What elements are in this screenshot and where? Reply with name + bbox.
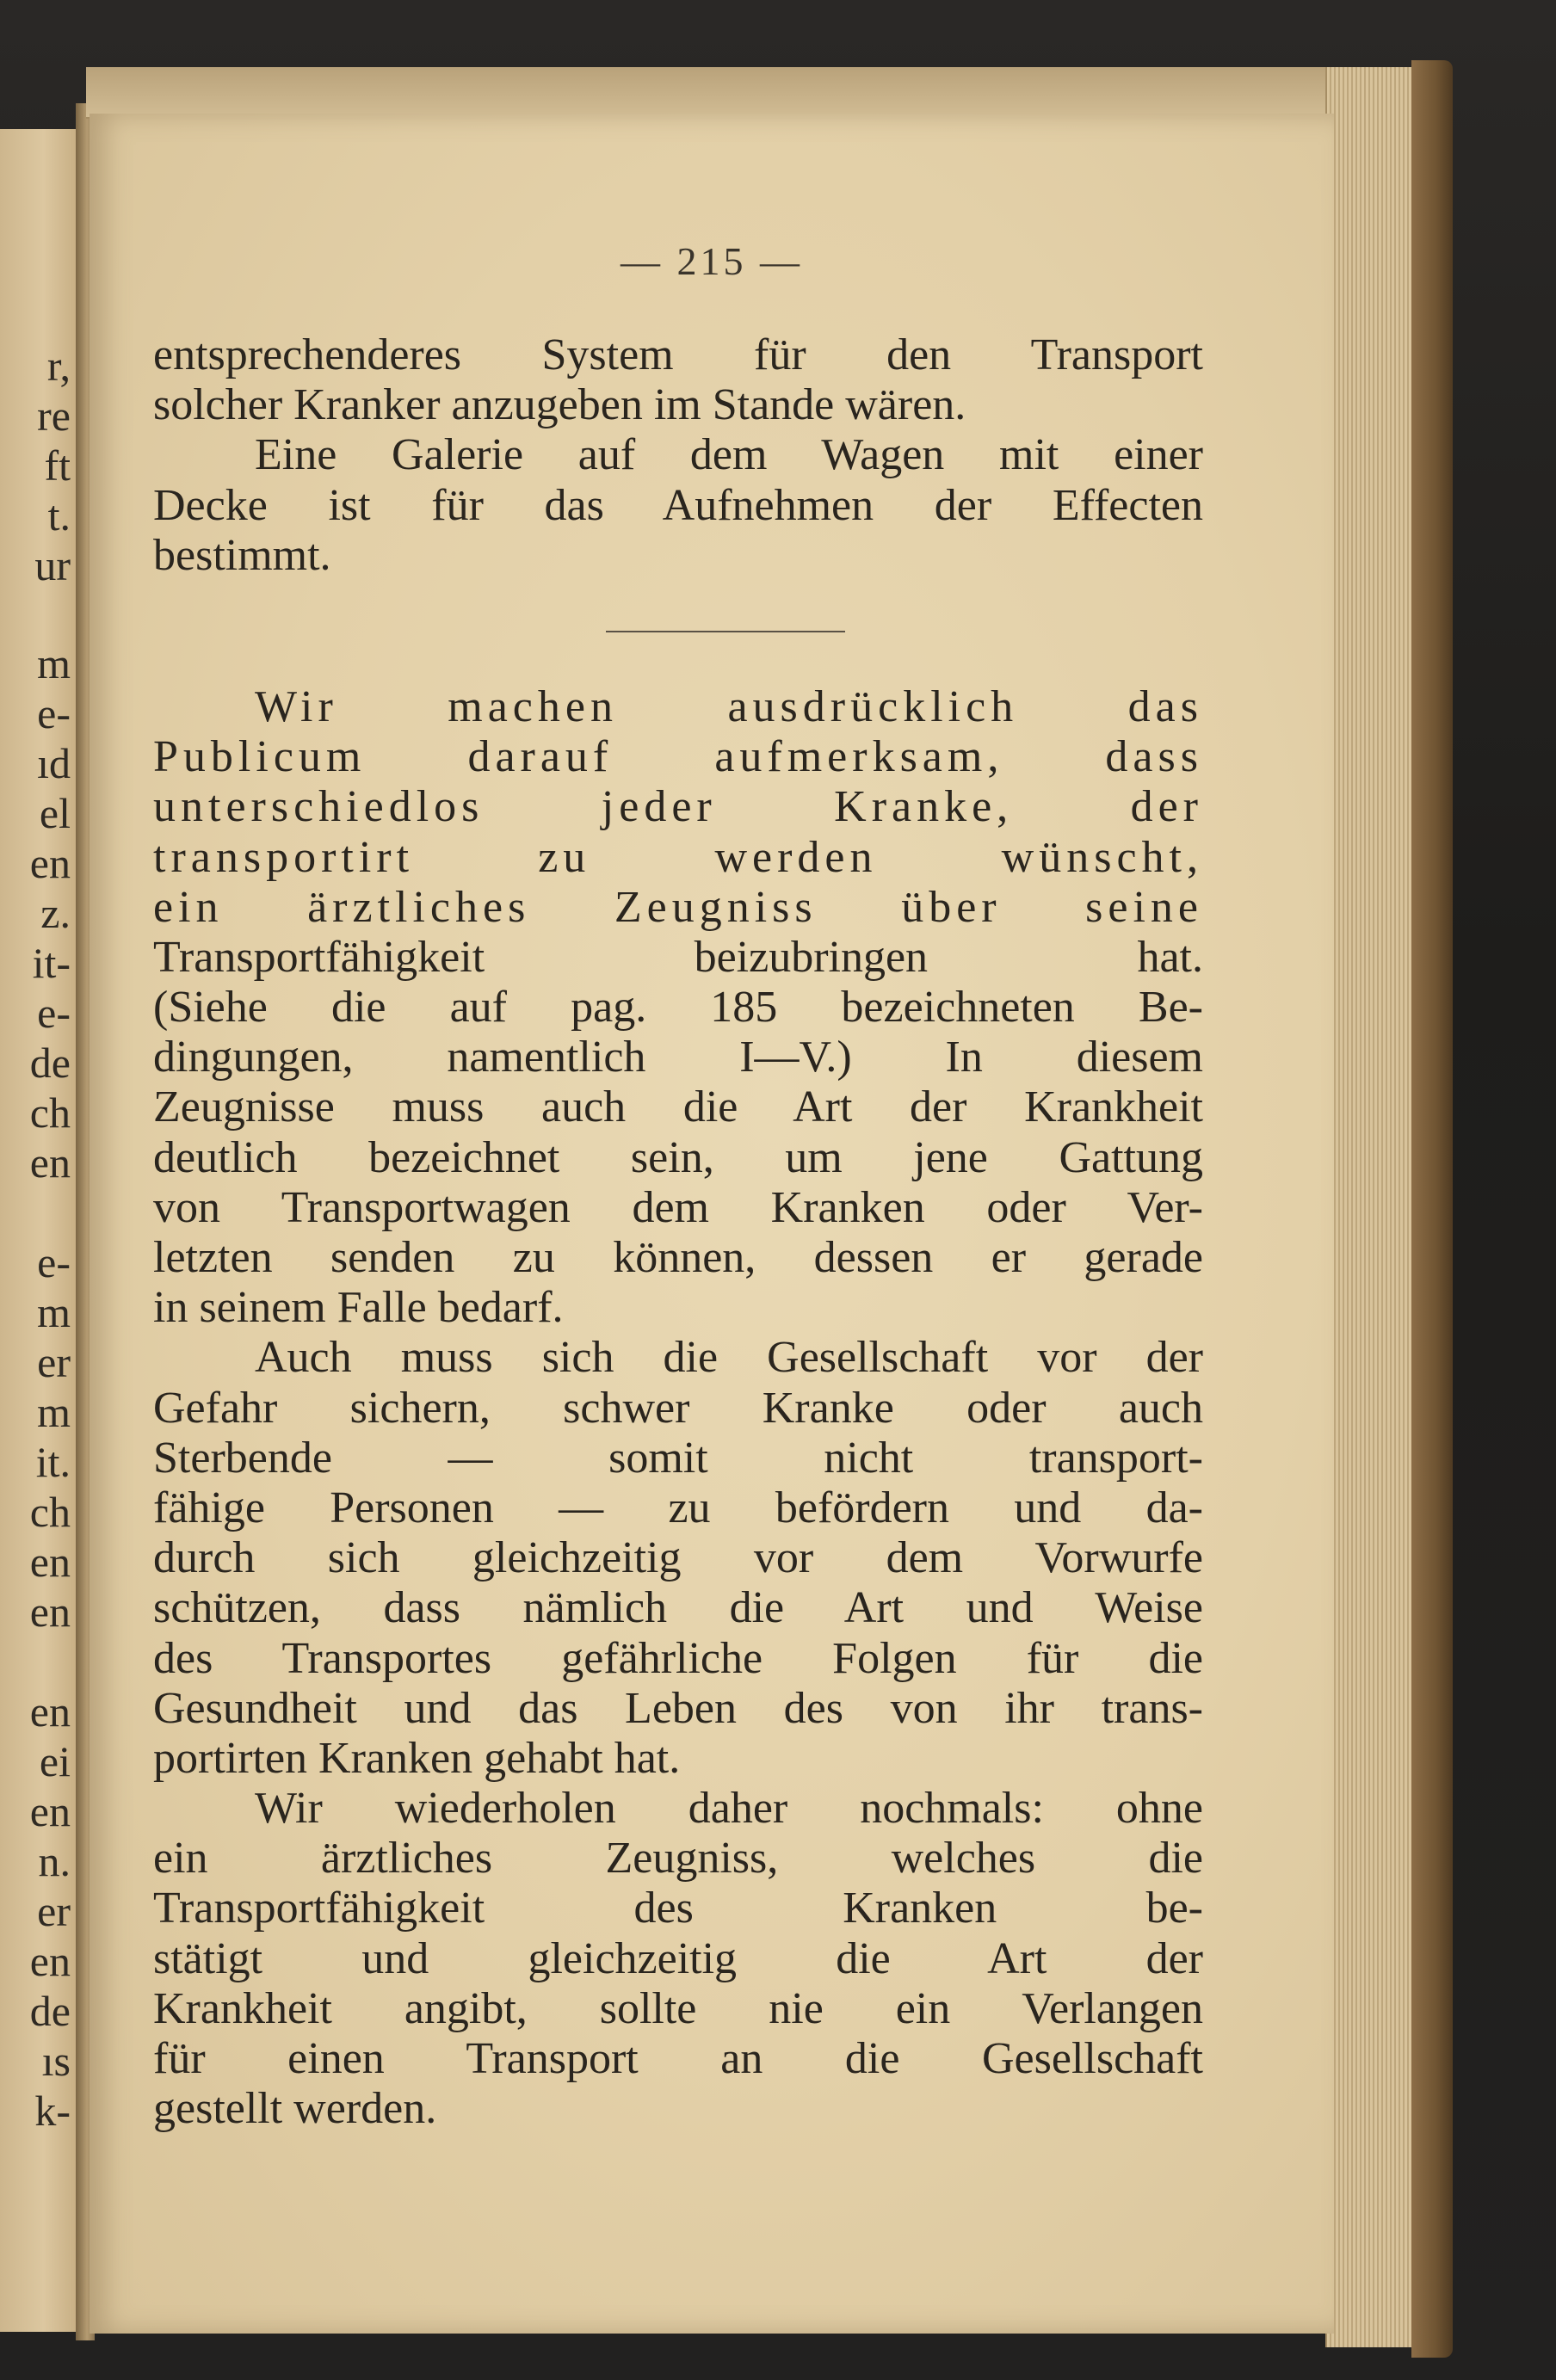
fragment: ıd	[37, 739, 71, 787]
fragment: en	[29, 1937, 71, 1985]
text-line: Wir wiederholen daher nochmals: ohne	[255, 1784, 1203, 1834]
fragment: ei	[39, 1737, 71, 1785]
book-cover-edge	[1411, 60, 1453, 2358]
section-separator	[153, 581, 1203, 682]
text-line: Sterbende — somit nicht transport-	[153, 1433, 1203, 1483]
fragment: ıs	[41, 2037, 71, 2085]
text-line: Decke ist für das Aufnehmen der Effecten	[153, 480, 1203, 530]
fragment: ur	[34, 541, 71, 589]
text-line: Auch muss sich die Gesellschaft vor der	[255, 1333, 1203, 1383]
text-line: Transportfähigkeit des Kranken be-	[153, 1884, 1203, 1933]
fragment: en	[29, 1787, 71, 1835]
text-line: entsprechenderes System für den Transport	[153, 330, 1203, 379]
fragment: en	[29, 1588, 71, 1636]
fragment: e-	[37, 1238, 71, 1286]
text-line: für einen Transport an die Gesellschaft	[153, 2034, 1203, 2083]
text-line: von Transportwagen dem Kranken oder Ver-	[153, 1182, 1203, 1232]
text-line: transportirt zu werden wünscht,	[153, 832, 1203, 882]
page-top-edge	[86, 67, 1420, 119]
text-line: letzten senden zu können, dessen er gerade	[153, 1233, 1203, 1282]
fragment: it-	[32, 939, 71, 987]
separator-rule	[606, 631, 845, 632]
text-line: durch sich gleichzeitig vor dem Vorwurfe	[153, 1533, 1203, 1583]
text-line: fähige Personen — zu befördern und da-	[153, 1483, 1203, 1532]
fragment: en	[29, 1687, 71, 1736]
text-line: Gesundheit und das Leben des von ihr trans-	[153, 1683, 1203, 1733]
text-line: Gefahr sichern, schwer Kranke oder auch	[153, 1383, 1203, 1433]
paragraph-1	[153, 330, 1203, 430]
fragment: r,	[46, 342, 71, 390]
text-line: in seinem Falle bedarf.	[153, 1283, 564, 1333]
fragment: z.	[40, 889, 71, 937]
fragment: ch	[29, 1088, 71, 1137]
fragment: m	[37, 1288, 71, 1336]
text-line: Wir machen ausdrücklich das	[255, 681, 1203, 731]
page-text	[153, 330, 1203, 2134]
fragment: en	[29, 1538, 71, 1586]
text-line: ein ärztliches Zeugniss über seine	[153, 882, 1203, 932]
text-line: bestimmt.	[153, 530, 331, 580]
fragment: k-	[34, 2087, 71, 2135]
fragment: e-	[37, 689, 71, 737]
text-line: portirten Kranken gehabt hat.	[153, 1733, 681, 1783]
fragment: en	[29, 1138, 71, 1187]
fragment: m	[37, 639, 71, 687]
text-line: des Transportes gefährliche Folgen für die	[153, 1633, 1203, 1683]
text-line: Publicum darauf aufmerksam, dass	[153, 732, 1203, 782]
paragraph-4	[153, 1333, 1203, 1784]
text-line: unterschiedlos jeder Kranke, der	[153, 782, 1203, 832]
paragraph-5	[153, 1784, 1203, 2134]
text-line: dingungen, namentlich I—V.) In diesem	[153, 1033, 1203, 1082]
text-line: Krankheit angibt, sollte nie ein Verlangen	[153, 1983, 1203, 2033]
fragment: re	[37, 392, 71, 440]
fragment: en	[29, 839, 71, 887]
text-line: deutlich bezeichnet sein, um jene Gattung	[153, 1132, 1203, 1182]
fragment: de	[29, 1987, 71, 2035]
fragment: t.	[47, 491, 71, 540]
text-line: ein ärztliches Zeugniss, welches die	[153, 1834, 1203, 1884]
fragment: de	[29, 1039, 71, 1087]
text-line: gestellt werden.	[153, 2084, 437, 2134]
page-number: — 215 —	[621, 239, 803, 283]
page-stack-edge	[1325, 67, 1422, 2347]
fragment: n.	[38, 1837, 71, 1885]
fragment: er	[37, 1338, 71, 1386]
fragment: ft	[44, 441, 71, 490]
text-line: schützen, dass nämlich die Art und Weise	[153, 1583, 1203, 1633]
text-line: stätigt und gleichzeitig die Art der	[153, 1933, 1203, 1983]
facing-page-left	[0, 129, 82, 2332]
text-line: Eine Galerie auf dem Wagen mit einer	[255, 430, 1203, 480]
text-line: solcher Kranker anzugeben im Stande wären.	[153, 380, 966, 430]
fragment: ch	[29, 1488, 71, 1536]
paragraph-3	[153, 682, 1203, 1333]
fragment: e-	[37, 989, 71, 1037]
text-line: (Siehe die auf pag. 185 bezeichneten Be-	[153, 983, 1203, 1033]
text-line: Zeugnisse muss auch die Art der Krankheit	[153, 1082, 1203, 1132]
text-line: Transportfähigkeit beizubringen hat.	[153, 932, 1203, 982]
fragment: el	[39, 789, 71, 837]
book-page	[90, 114, 1334, 2334]
fragment: it.	[35, 1438, 71, 1486]
fragment: m	[37, 1388, 71, 1436]
paragraph-2	[153, 430, 1203, 581]
fragment: er	[37, 1887, 71, 1935]
